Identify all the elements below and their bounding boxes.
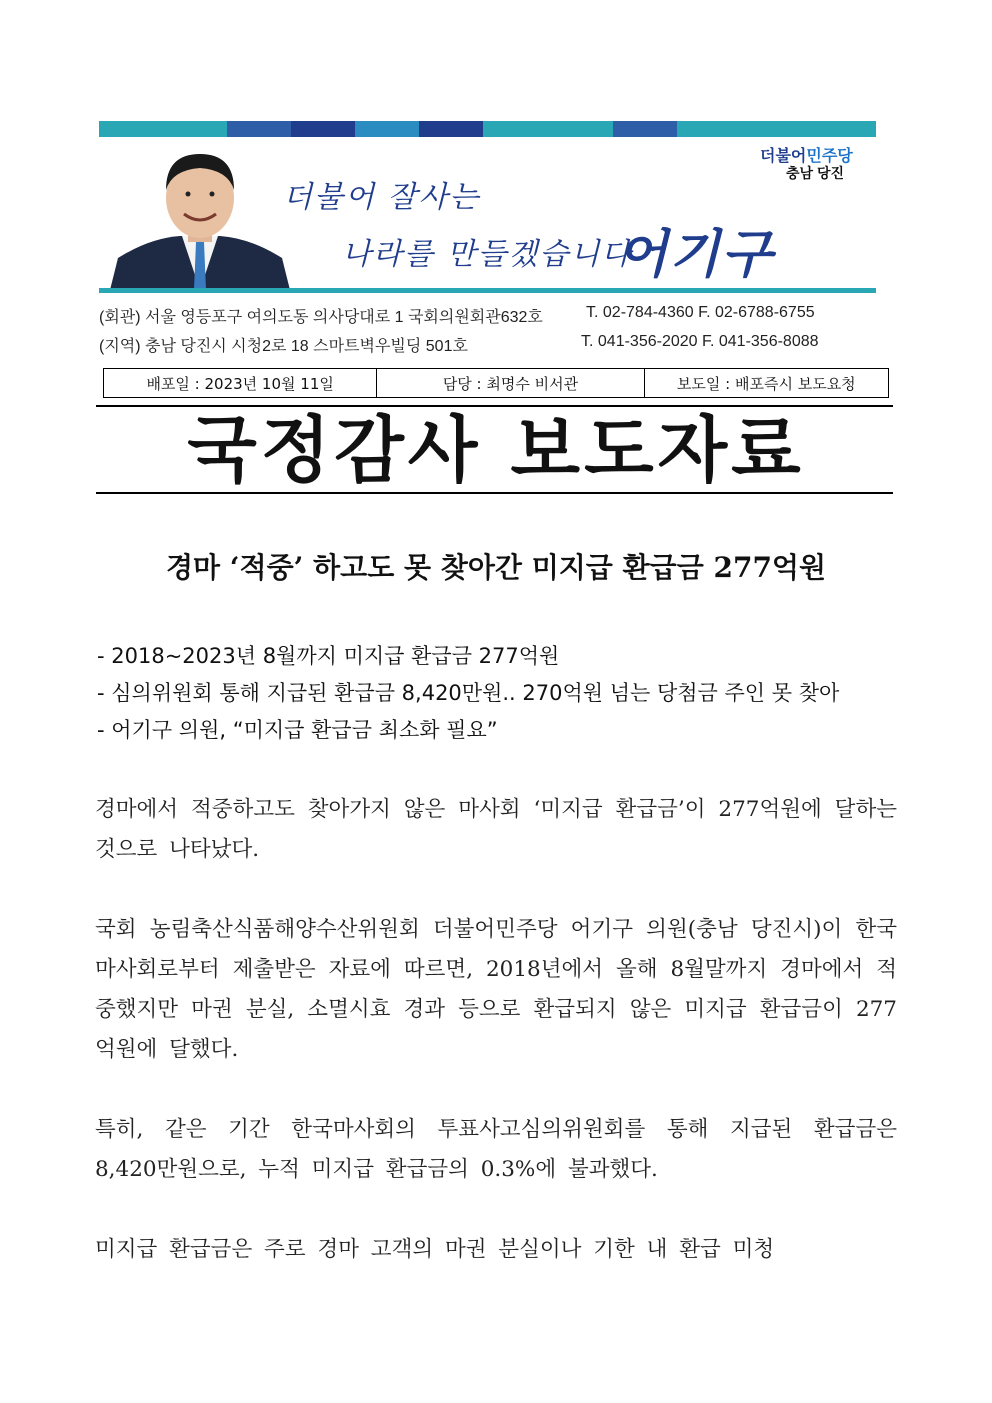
slogan-line-2: 나라를 만들겠습니다 [342, 237, 633, 272]
address-local [99, 333, 819, 356]
embargo-cell: 보도일 : 배포즉시 보도요청 [676, 374, 856, 393]
politician-portrait [110, 140, 290, 290]
address-phone: T. 02-784-4360 F. 02-6788-6755 [586, 304, 815, 321]
banner-bottom-line [99, 288, 876, 293]
body-paragraph: 특히, 같은 기간 한국마사회의 투표사고심의위원회를 통해 지급된 환급금은 8,420만원으로, 누적 미지급 환급금의 0.3%에 불과했다. [95, 1117, 897, 1182]
release-date-cell: 배포일 : 2023년 10월 11일 [104, 369, 377, 397]
release-info-table [103, 368, 889, 398]
address-text: (지역) 충남 당진시 시청2로 18 스마트벽우빌딩 501호 [99, 338, 468, 355]
party-region: 충남 당진 [786, 165, 844, 181]
slogan-line-1: 더불어 잘사는 [283, 180, 481, 215]
banner-color-stripe [99, 121, 876, 137]
address-text: (회관) 서울 영등포구 여의도동 의사당대로 1 국회의원회관632호 [99, 309, 543, 326]
page-title: 국정감사 보도자료 [187, 408, 805, 492]
signature: 어기구 [617, 224, 774, 285]
body-paragraph: 경마에서 적중하고도 찾아가지 않은 마사회 ‘미지급 환급금’이 277억원에 달하는 것으로 나타났다. [95, 797, 897, 862]
address-assembly [99, 304, 815, 327]
party-name-suffix: 민주당 [806, 148, 853, 165]
title-bottom-rule [96, 492, 893, 494]
address-phone: T. 041-356-2020 F. 041-356-8088 [581, 333, 819, 350]
body-paragraph: 미지급 환급금은 주로 경마 고객의 마권 분실이나 기한 내 환급 미청 [95, 1237, 775, 1262]
bullet-item: - 2018~2023년 8월까지 미지급 환급금 277억원 [97, 644, 560, 668]
contact-cell: 담당 : 최명수 비서관 [377, 369, 644, 397]
body-paragraph: 국회 농림축산식품해양수산위원회 더불어민주당 어기구 의원(충남 당진시)이 한국마사회로부터 제출받은 자료에 따르면, 2018년에서 올해 8월말까지 경마에서 적중했지만 마권 분실, 소멸시효 경과 등으로 환급되지 않은 미지급 환급금이 277억원에 달했다. [95, 917, 897, 1062]
bullet-item: - 어기구 의원, “미지급 환급금 최소화 필요” [97, 718, 498, 742]
summary-bullets [97, 638, 839, 749]
party-name-prefix: 더불어 [760, 148, 807, 165]
press-headline: 경마 ‘적중’ 하고도 못 찾아간 미지급 환급금 277억원 [165, 551, 827, 584]
title-top-rule [96, 405, 893, 407]
bullet-item: - 심의위원회 통해 지급된 환급금 8,420만원.. 270억원 넘는 당첨금 주인 못 찾아 [97, 681, 840, 705]
